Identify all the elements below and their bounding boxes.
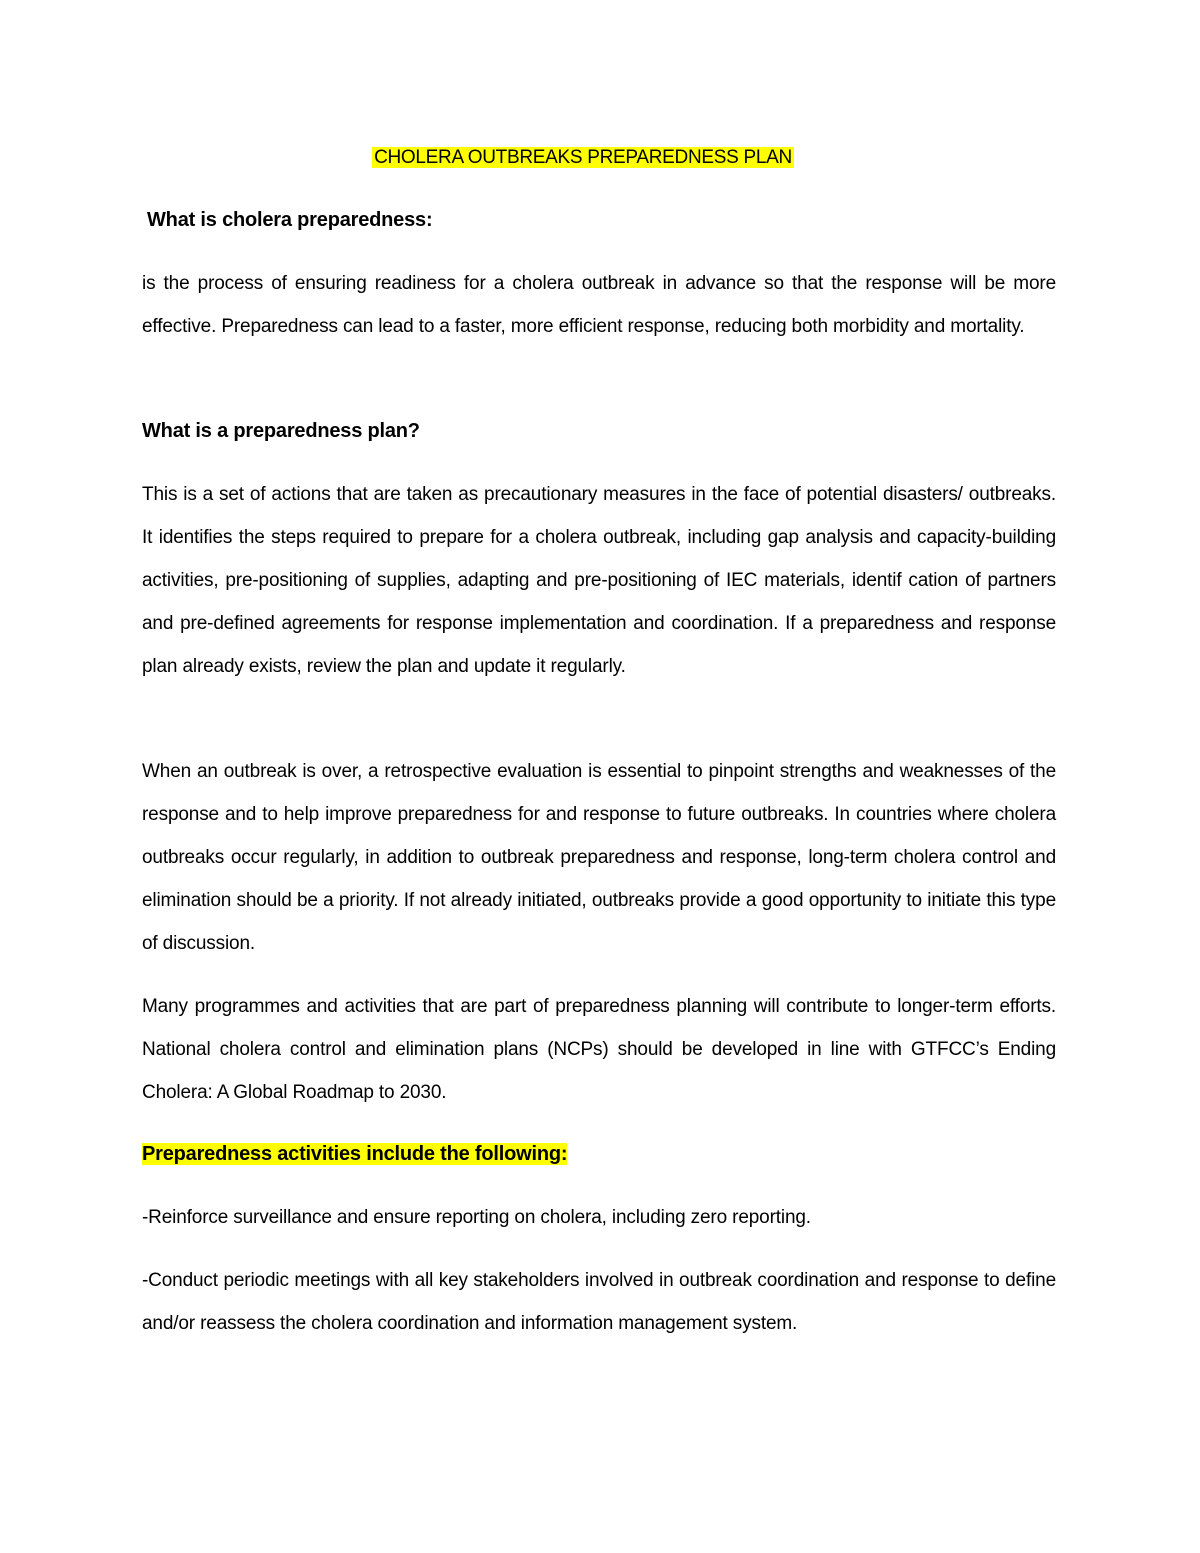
preparedness-plan-heading: What is a preparedness plan? <box>142 420 420 442</box>
document-title-text: CHOLERA OUTBREAKS PREPAREDNESS PLAN <box>374 147 792 168</box>
document-title <box>0 146 1166 170</box>
outbreak-evaluation-paragraph: When an outbreak is over, a retrospective evaluation is essential to pinpoint strengths and weaknesses of the response and to help improve preparedness for and response to future outbreaks. In countries where cholera outbreaks occur regularly, in addition to outbreak preparedness and response, long-term cholera control and elimination should be a priority. If not already initiated, outbreaks provide a good opportunity to initiate this type of discussion. <box>142 761 1056 954</box>
preparedness-plan-definition: This is a set of actions that are taken as precautionary measures in the face of potential disasters/ outbreaks. It identifies the steps required to prepare for a cholera outbreak, including gap analysis and capacity-building activities, pre-positioning of supplies, adapting and pre-positioning of IEC materials, identif cation of partners and pre-defined agreements for response implementation and coordination. If a preparedness and response plan already exists, review the plan and update it regularly. <box>142 484 1056 677</box>
activities-heading-text: Preparedness activities include the following: <box>142 1143 568 1165</box>
activities-heading <box>142 1141 567 1167</box>
cholera-preparedness-definition: is the process of ensuring readiness for a cholera outbreak in advance so that the response will be more effective. Preparedness can lead to a faster, more efficient response, reducing both morbidity and mortality. <box>142 273 1056 337</box>
activity-item: -Reinforce surveillance and ensure reporting on cholera, including zero reporting. <box>142 1207 811 1228</box>
cholera-preparedness-heading: What is cholera preparedness: <box>147 209 433 231</box>
activity-item: -Conduct periodic meetings with all key stakeholders involved in outbreak coordination and response to define and/or reassess the cholera coordination and information management system. <box>142 1270 1056 1334</box>
programmes-paragraph: Many programmes and activities that are part of preparedness planning will contribute to longer-term efforts. National cholera control and elimination plans (NCPs) should be developed in line with GTFCC’s Ending Cholera: A Global Roadmap to 2030. <box>142 996 1056 1103</box>
